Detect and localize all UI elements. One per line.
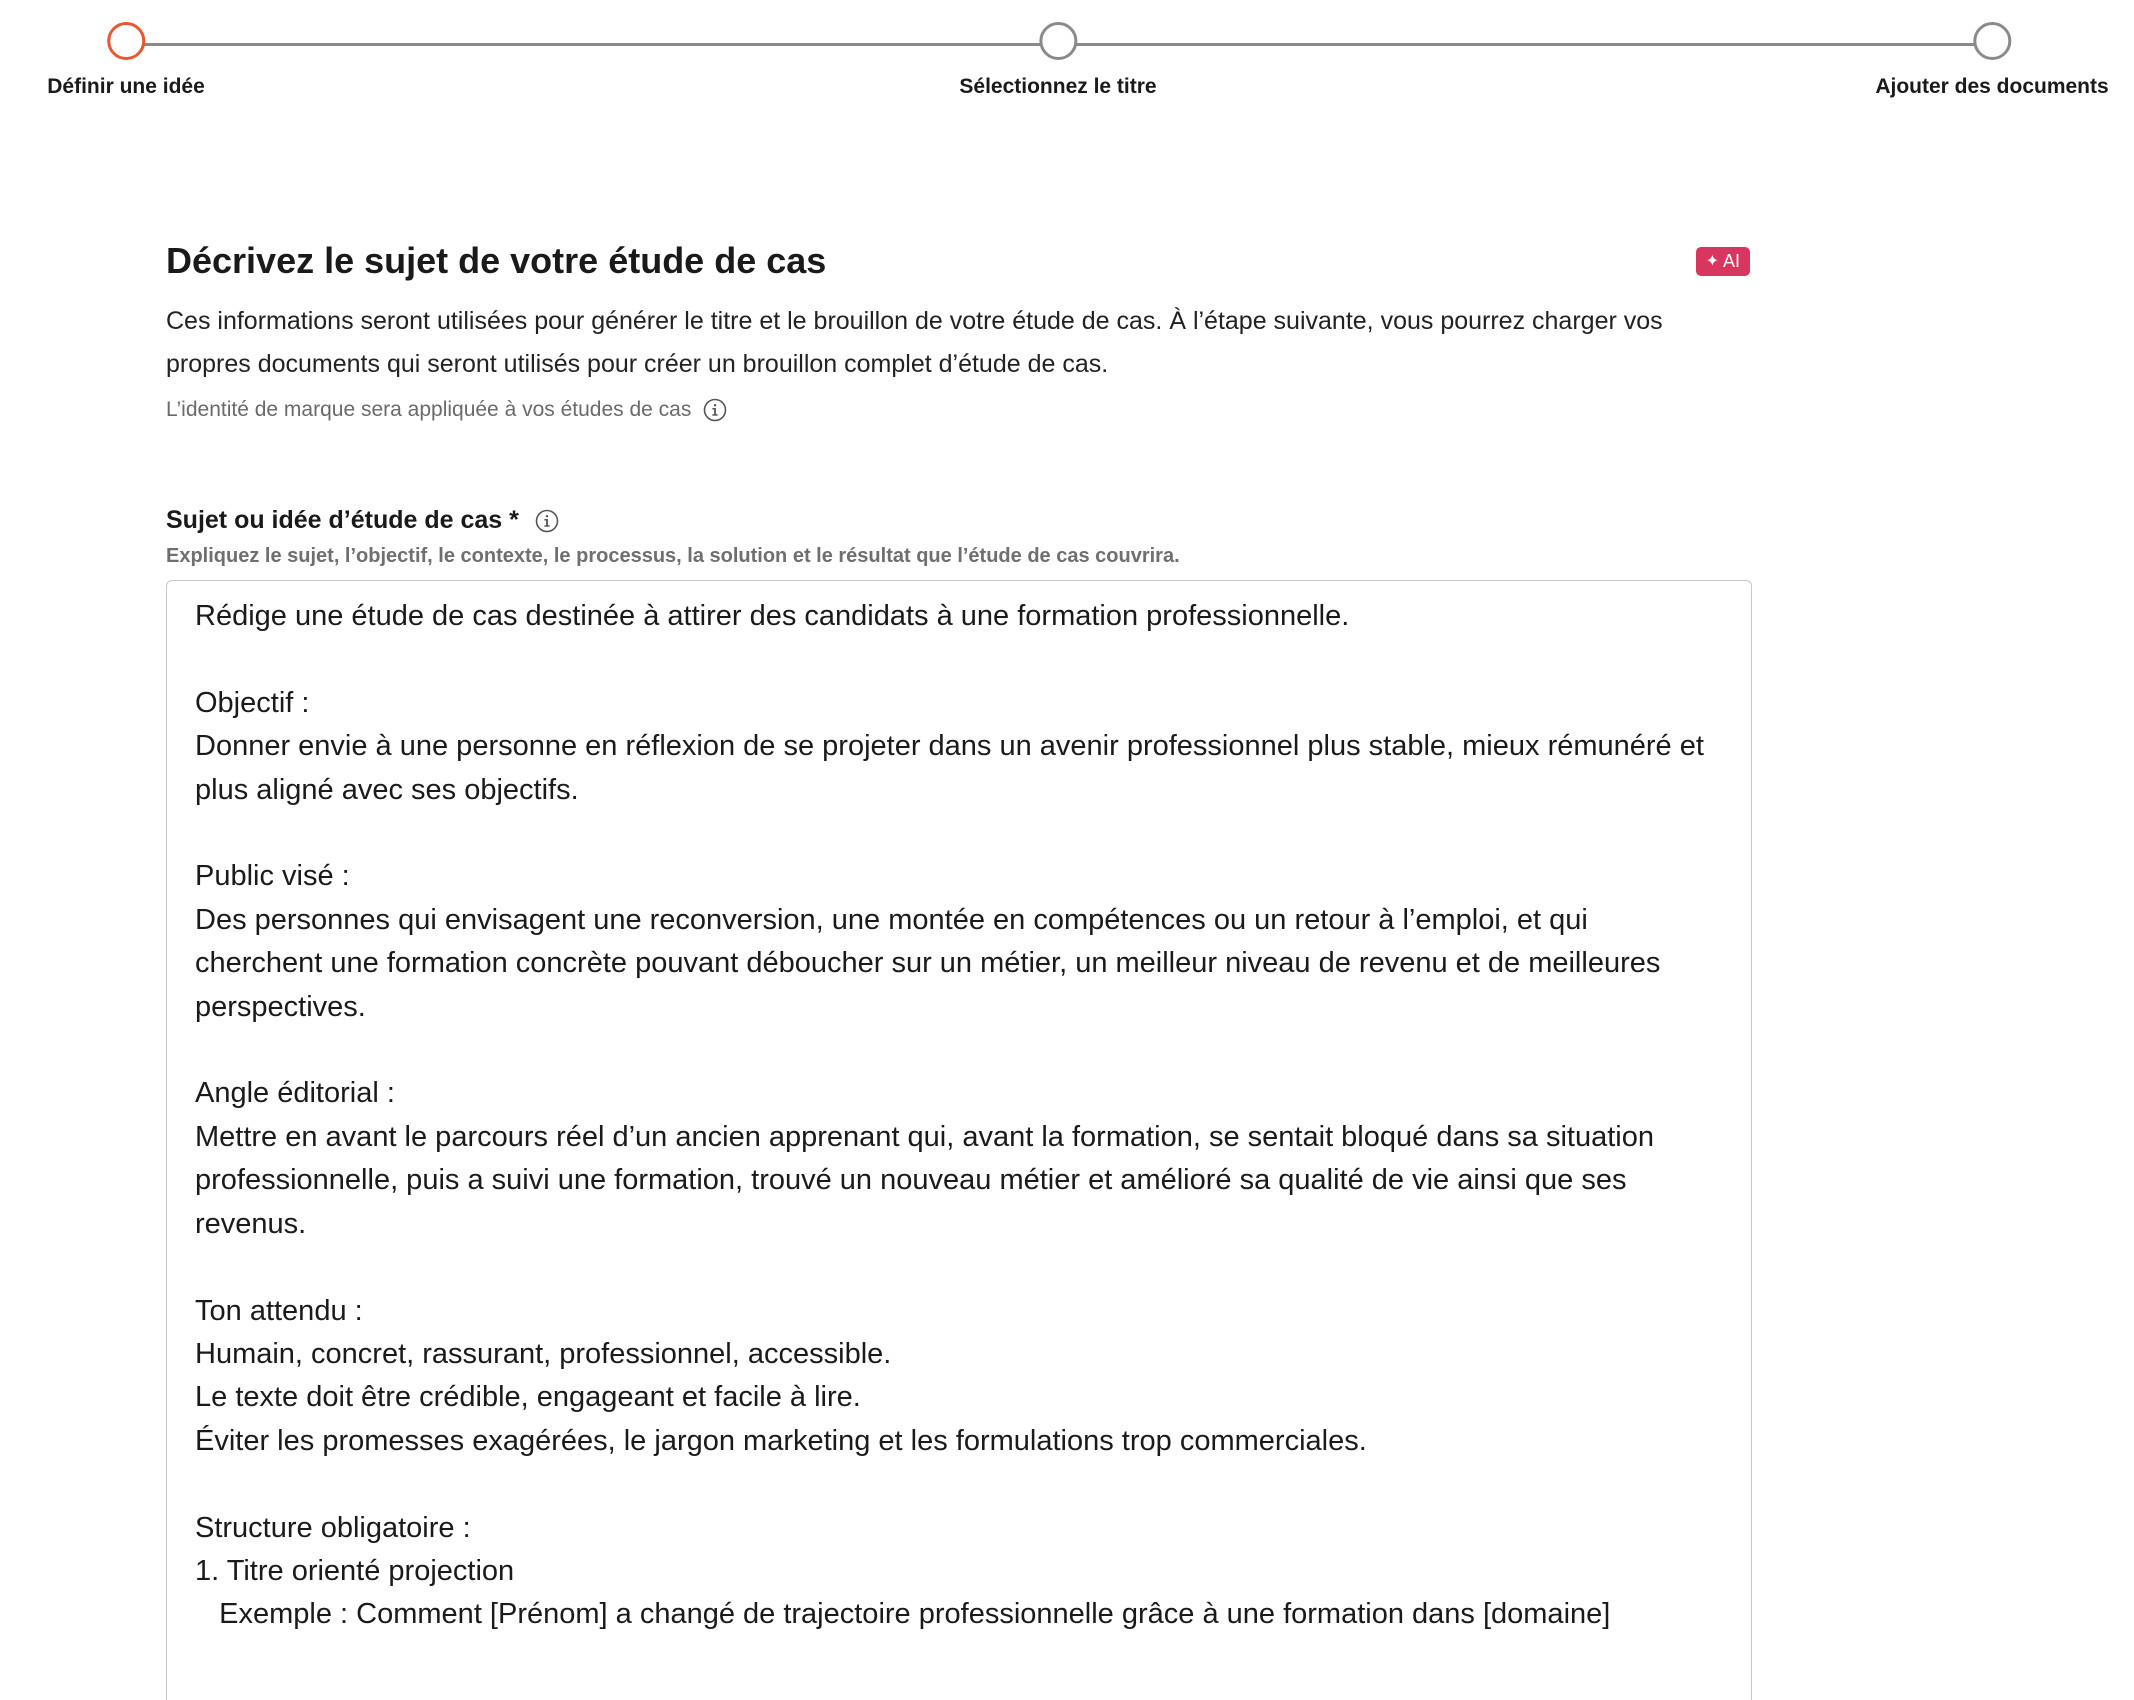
step-label: Définir une idée <box>47 75 205 98</box>
brand-note <box>166 398 1752 422</box>
main-content <box>166 240 1752 1700</box>
ai-badge <box>1696 247 1750 276</box>
step-circle <box>1039 22 1077 60</box>
topic-textarea[interactable]: Rédige une étude de cas destinée à attirer des candidats à une formation professionnelle. Objectif : Donner envie à une personne en réflexion de se projeter dans un avenir professionnel plus stable, mieux rémunéré et plus aligné avec ses objectifs. Public visé : Des personnes qui envisagent une reconversion, une montée en compétences ou un retour à l’emploi, et qui cherchent une formation concrète pouvant déboucher sur un métier, un meilleur niveau de revenu et de meilleures perspectives. Angle éditorial : Mettre en avant le parcours réel d’un ancien apprenant qui, avant la formation, se sentait bloqué dans sa situation professionnelle, puis a suivi une formation, trouvé un nouveau métier et amélioré sa qualité de vie ainsi que ses revenus. Ton attendu : Humain, concret, rassurant, professionnel, accessible. Le texte doit être crédible, engageant et facile à lire. Éviter les promesses exagérées, le jargon marketing et les formulations trop commerciales. Structure obligatoire : 1. Titre orienté projection Exemple : Comment [Prénom] a changé de trajectoire professionnelle grâce à une formation dans [domaine] <box>166 580 1752 1700</box>
title-row <box>166 240 1752 282</box>
info-circle-icon[interactable] <box>703 398 727 422</box>
step-circle-active <box>107 22 145 60</box>
sparkle-icon: ✦ <box>1705 253 1719 270</box>
topic-field-hint: Expliquez le sujet, l’objectif, le contexte, le processus, la solution et le résultat que l’étude de cas couvrira. <box>166 545 1180 567</box>
page-description: Ces informations seront utilisées pour générer le titre et le brouillon de votre étude de cas. À l’étape suivante, vous pourrez charger vos propres documents qui seront utilisés pour créer un brouillon complet d’étude de cas. <box>166 307 1663 378</box>
page-title: Décrivez le sujet de votre étude de cas <box>166 240 827 281</box>
topic-field-label: Sujet ou idée d’étude de cas * <box>166 506 519 534</box>
step-circle <box>1973 22 2011 60</box>
progress-stepper <box>0 0 2134 120</box>
brand-note-text: L’identité de marque sera appliquée à vos études de cas <box>166 398 692 421</box>
info-circle-icon[interactable] <box>535 509 559 533</box>
step-add-documents[interactable] <box>1875 0 2108 99</box>
step-define-idea[interactable] <box>47 0 205 99</box>
topic-field-label-row <box>166 506 1752 535</box>
ai-badge-label: AI <box>1722 250 1740 271</box>
step-label: Sélectionnez le titre <box>959 75 1157 98</box>
step-select-title[interactable] <box>959 0 1156 99</box>
step-label: Ajouter des documents <box>1875 75 2109 98</box>
